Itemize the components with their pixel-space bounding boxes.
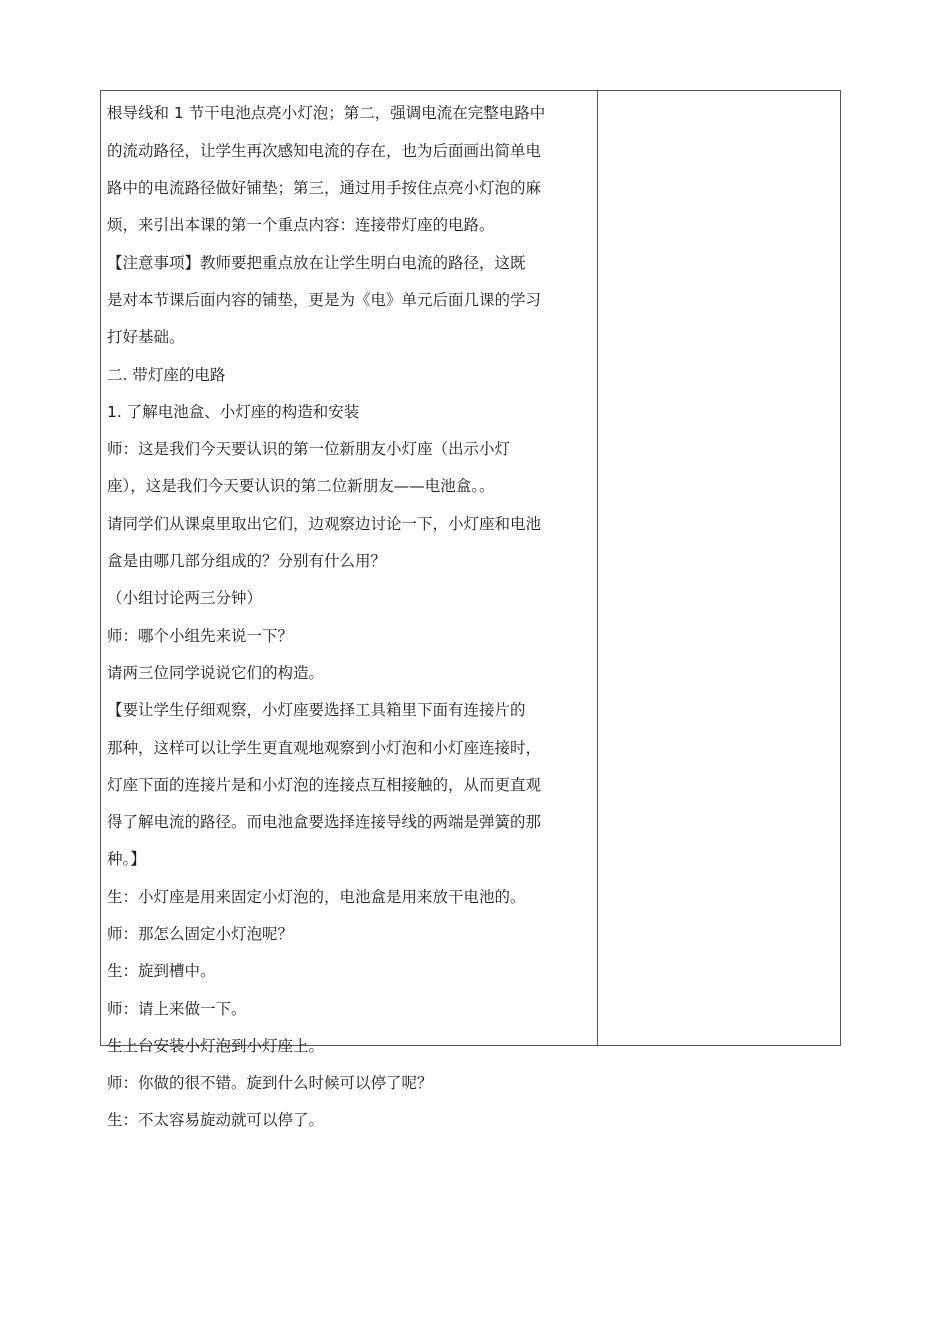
text-line: 烦，来引出本课的第一个重点内容：连接带灯座的电路。 bbox=[107, 216, 495, 234]
text-line: 生上台安装小灯泡到小灯座上。 bbox=[107, 1037, 325, 1055]
text-line: 师：哪个小组先来说一下？ bbox=[107, 627, 294, 645]
text-line: 师：请上来做一下。 bbox=[107, 1000, 247, 1018]
text-line: 种。】 bbox=[107, 850, 146, 868]
text-line: 打好基础。 bbox=[107, 328, 185, 346]
text-line: 请两三位同学说说它们的构造。 bbox=[107, 664, 325, 682]
text-line: 师：那怎么固定小灯泡呢？ bbox=[107, 925, 294, 943]
section-heading: 二. 带灯座的电路 bbox=[107, 366, 226, 384]
text-line: 座），这是我们今天要认识的第二位新朋友——电池盒。。 bbox=[107, 477, 495, 495]
text-line: 生：不太容易旋动就可以停了。 bbox=[107, 1111, 325, 1129]
text-line: 生：旋到槽中。 bbox=[107, 962, 216, 980]
text-line: 那种，这样可以让学生更直观地观察到小灯泡和小灯座连接时， bbox=[107, 739, 542, 757]
text-line: 生：小灯座是用来固定小灯泡的，电池盒是用来放干电池的。 bbox=[107, 888, 526, 906]
subsection-heading: 1. 了解电池盒、小灯座的构造和安装 bbox=[107, 403, 360, 421]
column-divider bbox=[597, 90, 598, 1046]
text-line: 是对本节课后面内容的铺垫，更是为《电》单元后面几课的学习 bbox=[107, 291, 542, 309]
text-line: 【要让学生仔细观察，小灯座要选择工具箱里下面有连接片的 bbox=[107, 701, 526, 719]
text-line: 【注意事项】教师要把重点放在让学生明白电流的路径，这既 bbox=[107, 254, 526, 272]
text-line: 的流动路径，让学生再次感知电流的存在，也为后面画出简单电 bbox=[107, 142, 542, 160]
text-line: 根导线和 1 节干电池点亮小灯泡；第二，强调电流在完整电路中 bbox=[107, 104, 546, 122]
text-line: 请同学们从课桌里取出它们，边观察边讨论一下，小灯座和电池 bbox=[107, 515, 542, 533]
text-line: 师：这是我们今天要认识的第一位新朋友小灯座（出示小灯 bbox=[107, 440, 511, 458]
text-line: 灯座下面的连接片是和小灯泡的连接点互相接触的，从而更直观 bbox=[107, 776, 542, 794]
text-line: 路中的电流路径做好铺垫；第三，通过用手按住点亮小灯泡的麻 bbox=[107, 179, 542, 197]
text-line: （小组讨论两三分钟） bbox=[107, 589, 263, 607]
text-line: 师：你做的很不错。旋到什么时候可以停了呢？ bbox=[107, 1074, 433, 1092]
text-line: 得了解电流的路径。而电池盒要选择连接导线的两端是弹簧的那 bbox=[107, 813, 542, 831]
text-line: 盒是由哪几部分组成的？分别有什么用？ bbox=[107, 552, 387, 570]
notes-cell bbox=[602, 99, 836, 1039]
